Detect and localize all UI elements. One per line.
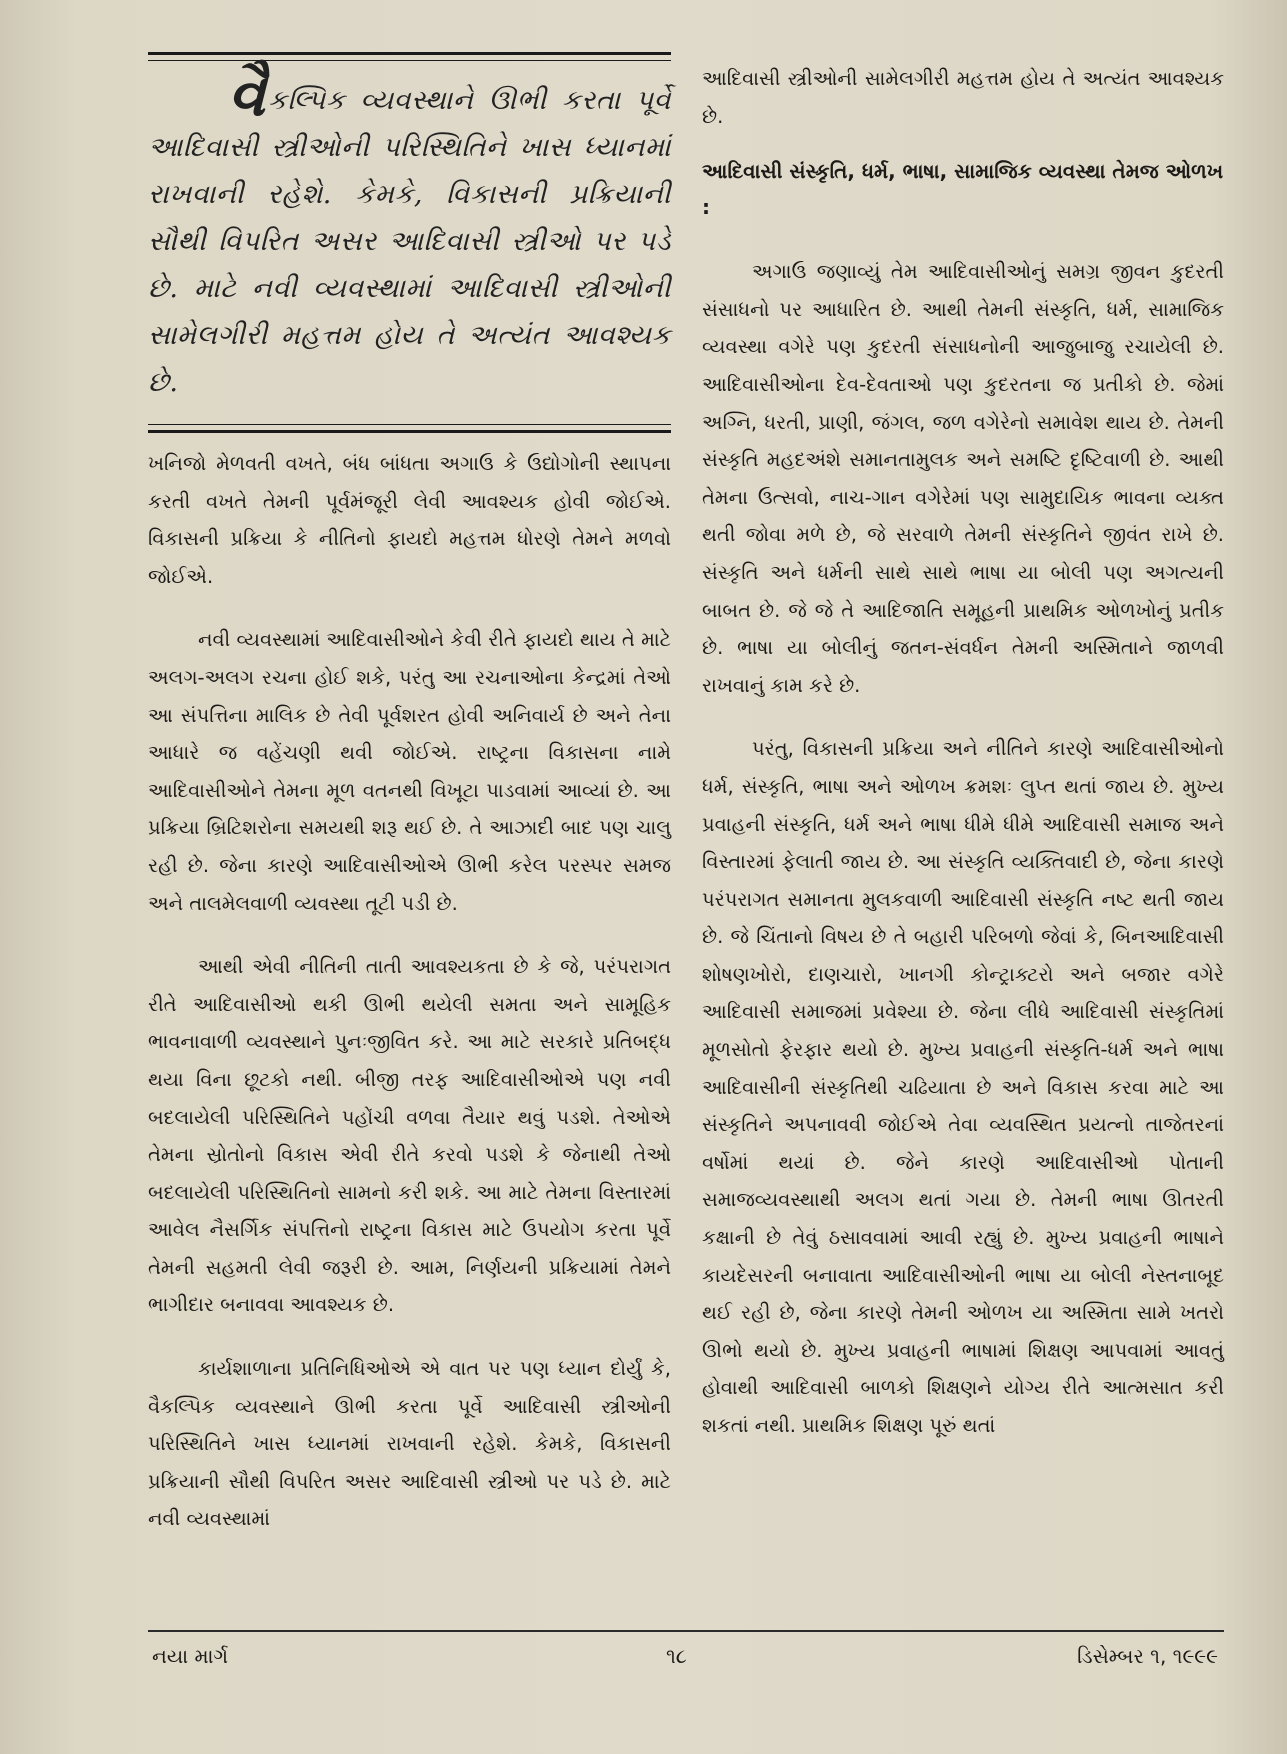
left-paragraph-2: નવી વ્યવસ્થામાં આદિવાસીઓને કેવી રીતે ફાયદો થાય તે માટે અલગ-અલગ રચના હોઈ શકે, પરંતુ આ રચનાઓના કેન્દ્રમાં તેઓ આ સંપત્તિના માલિક છે તેવી પૂર્વશરત હોવી અનિવાર્ય છે અને તેના આધારે જ વહેંચણી થવી જોઈએ. રાષ્ટ્રના વિકાસના નામે આદિવાસીઓને તેમના મૂળ વતનથી વિખૂટા પાડવામાં આવ્યાં છે. આ પ્રક્રિયા બ્રિટિશરોના સમયથી શરૂ થઈ છે. તે આઝાદી બાદ પણ ચાલુ રહી છે. જેના કારણે આદિવાસીઓએ ઊભી કરેલ પરસ્પર સમજ અને તાલમેલવાળી વ્યવસ્થા તૂટી પડી છે. [148, 628, 671, 915]
left-paragraph-4: કાર્યશાળાના પ્રતિનિધિઓએ એ વાત પર પણ ધ્યાન દોર્યું કે, વૈકલ્પિક વ્યવસ્થાને ઊભી કરતા પૂર્વે આદિવાસી સ્ત્રીઓની પરિસ્થિતિને ખાસ ધ્યાનમાં રાખવાની રહેશે. કેમકે, વિકાસની પ્રક્રિયાની સૌથી વિપરિત અસર આદિવાસી સ્ત્રીઓ પર પડે છે. માટે નવી વ્યવસ્થામાં [148, 1357, 671, 1531]
page-footer [148, 1630, 1224, 1672]
right-paragraph-1: અગાઉ જણાવ્યું તેમ આદિવાસીઓનું સમગ્ર જીવન કુદરતી સંસાધનો પર આધારિત છે. આથી તેમની સંસ્કૃતિ, ધર્મ, સામાજિક વ્યવસ્થા વગેરે પણ કુદરતી સંસાધનોની આજુબાજુ રચાયેલી છે. આદિવાસીઓના દેવ-દેવતાઓ પણ કુદરતના જ પ્રતીકો છે. જેમાં અગ્નિ, ધરતી, પ્રાણી, જંગલ, જળ વગેરેનો સમાવેશ થાય છે. તેમની સંસ્કૃતિ મહદઅંશે સમાનતામુલક અને સમષ્ટિ દૃષ્ટિવાળી છે. આથી તેમના ઉત્સવો, નાચ-ગાન વગેરેમાં પણ સામુદાયિક ભાવના વ્યક્ત થતી જોવા મળે છે, જે સરવાળે તેમની સંસ્કૃતિને જીવંત રાખે છે. સંસ્કૃતિ અને ધર્મની સાથે સાથે ભાષા યા બોલી પણ અગત્યની બાબત છે. જે જે તે આદિજાતિ સમૂહની પ્રાથમિક ઓળખોનું પ્રતીક છે. ભાષા યા બોલીનું જતન-સંવર્ધન તેમની અસ્મિતાને જાળવી રાખવાનું કામ કરે છે. [702, 260, 1224, 697]
pullquote-dropcap: વૈ [228, 60, 266, 130]
section-heading: આદિવાસી સંસ્કૃતિ, ધર્મ, ભાષા, સામાજિક વ્યવસ્થા તેમજ ઓળખ : [702, 159, 1224, 220]
footer-magazine-name: નયા માર્ગ [152, 1644, 229, 1668]
pullquote [148, 60, 671, 406]
footer-date: ડિસેમ્બર ૧, ૧૯૯૯ [1077, 1644, 1218, 1668]
footer-page-number: ૧૮ [666, 1644, 687, 1668]
pullquote-top-rule [148, 52, 671, 61]
right-paragraph-2: પરંતુ, વિકાસની પ્રક્રિયા અને નીતિને કારણે આદિવાસીઓનો ધર્મ, સંસ્કૃતિ, ભાષા અને ઓળખ ક્રમશઃ લુપ્ત થતાં જાય છે. મુખ્ય પ્રવાહની સંસ્કૃતિ, ધર્મ અને ભાષા ધીમે ધીમે આદિવાસી સમાજ અને વિસ્તારમાં ફેલાતી જાય છે. આ સંસ્કૃતિ વ્યક્તિવાદી છે, જેના કારણે પરંપરાગત સમાનતા મુલકવાળી આદિવાસી સંસ્કૃતિ નષ્ટ થતી જાય છે. જે ચિંતાનો વિષય છે તે બહારી પરિબળો જેવાં કે, બિનઆદિવાસી શોષણખોરો, દાણચારો, ખાનગી કોન્ટ્રાક્ટરો અને બજાર વગેરે આદિવાસી સમાજમાં પ્રવેશ્યા છે. જેના લીધે આદિવાસી સંસ્કૃતિમાં મૂળસોતો ફેરફાર થયો છે. મુખ્ય પ્રવાહની સંસ્કૃતિ-ધર્મ અને ભાષા આદિવાસીની સંસ્કૃતિથી ચઢિયાતા છે અને વિકાસ કરવા માટે આ સંસ્કૃતિને અપનાવવી જોઈએ તેવા વ્યવસ્થિત પ્રયત્નો તાજેતરનાં વર્ષોમાં થયાં છે. જેને કારણે આદિવાસીઓ પોતાની સમાજવ્યવસ્થાથી અલગ થતાં ગયા છે. તેમની ભાષા ઊતરતી કક્ષાની છે તેવું ઠસાવવામાં આવી રહ્યું છે. મુખ્ય પ્રવાહની ભાષાને કાયદેસરની બનાવાતા આદિવાસીઓની ભાષા યા બોલી નેસ્તનાબૂદ થઈ રહી છે, જેના કારણે તેમની ઓળખ યા અસ્મિતા સામે ખતરો ઊભો થયો છે. મુખ્ય પ્રવાહની ભાષામાં શિક્ષણ આપવામાં આવતું હોવાથી આદિવાસી બાળકો શિક્ષણને યોગ્ય રીતે આત્મસાત કરી શકતાં નથી. પ્રાથમિક શિક્ષણ પૂરું થતાં [702, 737, 1224, 1437]
left-column [148, 52, 671, 1538]
right-column [702, 60, 1224, 1445]
pullquote-text: કલ્પિક વ્યવસ્થાને ઊભી કરતા પૂર્વે આદિવાસી સ્ત્રીઓની પરિસ્થિતિને ખાસ ધ્યાનમાં રાખવાની રહેશે. કેમકે, વિકાસની પ્રક્રિયાની સૌથી વિપરિત અસર આદિવાસી સ્ત્રીઓ પર પડે છે. માટે નવી વ્યવસ્થામાં આદિવાસી સ્ત્રીઓની સામેલગીરી મહત્તમ હોય તે અત્યંત આવશ્યક છે. [148, 85, 671, 398]
pullquote-bottom-rule [148, 424, 671, 433]
right-paragraph-0: આદિવાસી સ્ત્રીઓની સામેલગીરી મહત્તમ હોય તે અત્યંત આવશ્યક છે. [702, 67, 1224, 128]
left-paragraph-3: આથી એવી નીતિની તાતી આવશ્યકતા છે કે જે, પરંપરાગત રીતે આદિવાસીઓ થકી ઊભી થયેલી સમતા અને સામૂહિક ભાવનાવાળી વ્યવસ્થાને પુનઃજીવિત કરે. આ માટે સરકારે પ્રતિબદ્ધ થયા વિના છૂટકો નથી. બીજી તરફ આદિવાસીઓએ પણ નવી બદલાયેલી પરિસ્થિતિને પહોંચી વળવા તૈયાર થવું પડશે. તેઓએ તેમના સ્રોતોનો વિકાસ એવી રીતે કરવો પડશે કે જેનાથી તેઓ બદલાયેલી પરિસ્થિતિનો સામનો કરી શકે. આ માટે તેમના વિસ્તારમાં આવેલ નૈસર્ગિક સંપત્તિનો રાષ્ટ્રના વિકાસ માટે ઉપયોગ કરતા પૂર્વે તેમની સહમતી લેવી જરૂરી છે. આમ, નિર્ણયની પ્રક્રિયામાં તેમને ભાગીદાર બનાવવા આવશ્યક છે. [148, 955, 671, 1317]
left-paragraph-1: ખનિજો મેળવતી વખતે, બંધ બાંધતા અગાઉ કે ઉદ્યોગોની સ્થાપના કરતી વખતે તેમની પૂર્વમંજૂરી લેવી આવશ્યક હોવી જોઈએ. વિકાસની પ્રક્રિયા કે નીતિનો ફાયદો મહત્તમ ધોરણે તેમને મળવો જોઈએ. [148, 452, 671, 588]
